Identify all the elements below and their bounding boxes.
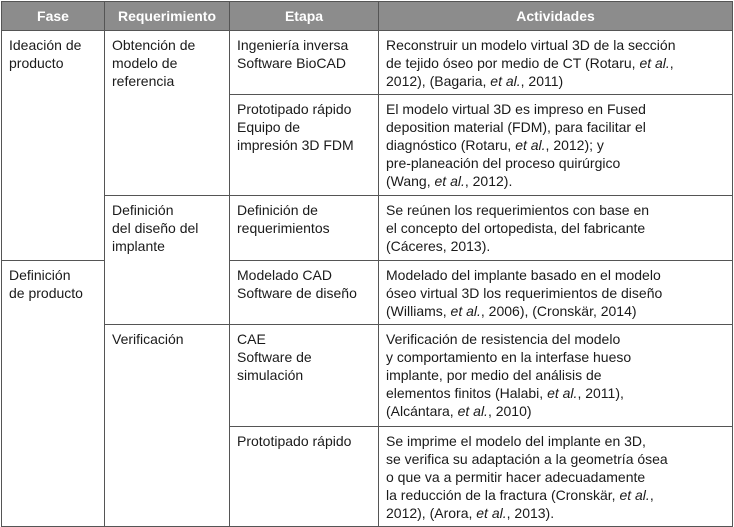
etapa-cell: Prototipado rápido Equipo de impresión 3D FDM bbox=[230, 95, 379, 196]
etapa-cell: Definición de requerimientos bbox=[230, 196, 379, 261]
actividades-cell: Verificación de resistencia del modelo y comportamiento en la interfase hueso implante, por medio del análisis de elementos finitos (Halabi, et al., 2011), (Alcántara, et al., 2010) bbox=[379, 325, 733, 427]
actividades-cell: Reconstruir un modelo virtual 3D de la sección de tejido óseo por medio de CT (Rotaru, et al., 2012), (Bagaria, et al., 2011) bbox=[379, 31, 733, 95]
requerimiento-cell: Verificación bbox=[105, 325, 230, 527]
actividades-cell: El modelo virtual 3D es impreso en Fused deposition material (FDM), para facilitar el diagnóstico (Rotaru, et al., 2012); y pre-planeación del proceso quirúrgico (Wang, et al., 2012). bbox=[379, 95, 733, 196]
etapa-cell: Modelado CAD Software de diseño bbox=[230, 261, 379, 325]
requerimiento-cell: Obtención de modelo de referencia bbox=[105, 31, 230, 196]
etapa-cell: Prototipado rápido bbox=[230, 427, 379, 527]
actividades-cell: Se reúnen los requerimientos con base en el concepto del ortopedista, del fabricante (Cáceres, 2013). bbox=[379, 196, 733, 261]
actividades-cell: Se imprime el modelo del implante en 3D, se verifica su adaptación a la geometría ósea o que va a permitir hacer adecuadamente la reducción de la fractura (Cronskär, et al., 2012), (Arora, et al., 2013). bbox=[379, 427, 733, 527]
table-row bbox=[2, 325, 733, 427]
fase-cell: Definición de producto bbox=[2, 261, 105, 527]
requerimiento-cell: Definición del diseño del implante bbox=[105, 196, 230, 325]
header-etapa: Etapa bbox=[230, 2, 379, 31]
header-row bbox=[2, 2, 733, 31]
header-actividades: Actividades bbox=[379, 2, 733, 31]
etapa-cell: CAE Software de simulación bbox=[230, 325, 379, 427]
header-requerimiento: Requerimiento bbox=[105, 2, 230, 31]
actividades-cell: Modelado del implante basado en el modelo óseo virtual 3D los requerimientos de diseño (Williams, et al., 2006), (Cronskär, 2014) bbox=[379, 261, 733, 325]
table-row bbox=[2, 31, 733, 95]
header-fase: Fase bbox=[2, 2, 105, 31]
table-row bbox=[2, 196, 733, 261]
methodology-table bbox=[1, 1, 733, 527]
fase-cell: Ideación de producto bbox=[2, 31, 105, 261]
etapa-cell: Ingeniería inversa Software BioCAD bbox=[230, 31, 379, 95]
